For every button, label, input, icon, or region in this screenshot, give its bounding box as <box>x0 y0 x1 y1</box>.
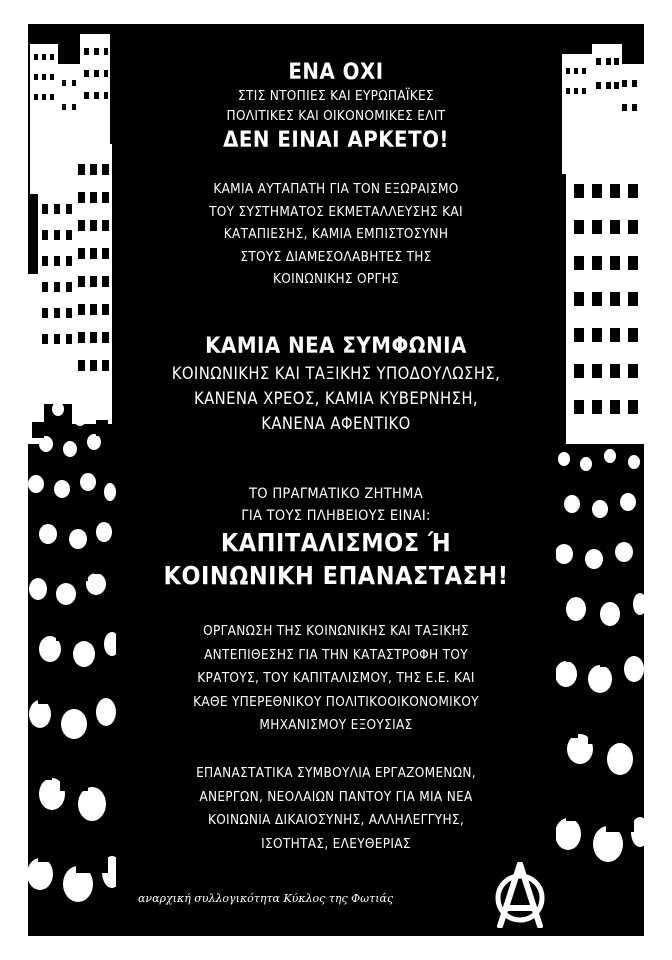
question-title-2: ΚΟΙΝΩΝΙΚΗ ΕΠΑΝΑΣΤΑΣΗ! <box>163 561 509 591</box>
illusion-line: ΚΑΜΙΑ ΑΥΤΑΠΑΤΗ ΓΙΑ ΤΟΝ ΕΞΩΡΑΙΣΜΟ <box>213 181 459 197</box>
right-city-crowd-illustration <box>556 24 644 936</box>
agreement-line: ΚΑΝΕΝΑ ΧΡΕΟΣ, ΚΑΜΙΑ ΚΥΒΕΡΝΗΣΗ, <box>193 389 479 409</box>
councils-block <box>118 766 554 852</box>
signature: αναρχική συλλογικότητα Κύκλος της Φωτιάς <box>138 892 394 905</box>
agreement-block <box>118 334 554 434</box>
councils-line: ΑΝΕΡΓΩΝ, ΝΕΟΛΑΙΩΝ ΠΑΝΤΟΥ ΓΙΑ ΜΙΑ ΝΕΑ <box>199 788 473 805</box>
left-city-crowd-illustration <box>28 24 116 936</box>
councils-line: ΕΠΑΝΑΣΤΑΤΙΚΑ ΣΥΜΒΟΥΛΙΑ ΕΡΓΑΖΟΜΕΝΩΝ, <box>196 765 476 781</box>
header-block <box>118 60 554 154</box>
header-line-3: ΠΟΛΙΤΙΚΕΣ ΚΑΙ ΟΙΚΟΝΟΜΙΚΕΣ ΕΛΙΤ <box>226 107 446 124</box>
organization-line: ΚΑΘΕ ΥΠΕΡΕΘΝΙΚΟΥ ΠΟΛΙΤΙΚΟΟΙΚΟΝΟΜΙΚΟΥ <box>193 693 479 710</box>
organization-line: ΑΝΤΕΠΙΘΕΣΗΣ ΓΙΑ ΤΗΝ ΚΑΤΑΣΤΡΟΦΗ ΤΟΥ <box>204 646 468 663</box>
agreement-line: ΚΑΝΕΝΑ ΑΦΕΝΤΙΚΟ <box>261 414 411 434</box>
agreement-line: ΚΟΙΝΩΝΙΚΗΣ ΚΑΙ ΤΑΞΙΚΗΣ ΥΠΟΔΟΥΛΩΣΗΣ, <box>171 364 501 384</box>
councils-line: ΙΣΟΤΗΤΑΣ, ΕΛΕΥΘΕΡΙΑΣ <box>261 835 411 852</box>
illusion-line: ΚΑΤΑΠΙΕΣΗΣ, ΚΑΜΙΑ ΕΜΠΙΣΤΟΣΥΝΗ <box>223 226 449 243</box>
illusion-line: ΚΟΙΝΩΝΙΚΗΣ ΟΡΓΗΣ <box>272 271 399 288</box>
question-line: ΤΟ ΠΡΑΓΜΑΤΙΚΟ ΖΗΤΗΜΑ <box>249 486 423 502</box>
question-line: ΓΙΑ ΤΟΥΣ ΠΛΗΒΕΙΟΥΣ ΕΙΝΑΙ: <box>241 507 431 524</box>
poster <box>28 24 644 936</box>
illusion-line: ΤΟΥ ΣΥΣΤΗΜΑΤΟΣ ΕΚΜΕΤΑΛΛΕΥΣΗΣ ΚΑΙ <box>209 203 463 220</box>
header-line-1: ΕΝΑ ΟΧΙ <box>288 60 384 85</box>
header-line-4: ΔΕΝ ΕΙΝΑΙ ΑΡΚΕΤΟ! <box>223 128 449 154</box>
organization-line: ΟΡΓΑΝΩΣΗ ΤΗΣ ΚΟΙΝΩΝΙΚΗΣ ΚΑΙ ΤΑΞΙΚΗΣ <box>203 623 469 639</box>
manifesto-text <box>118 24 554 936</box>
organization-line: ΜΗΧΑΝΙΣΜΟΥ ΕΞΟΥΣΙΑΣ <box>259 717 413 734</box>
header-line-2: ΣΤΙΣ ΝΤΟΠΙΕΣ ΚΑΙ ΕΥΡΩΠΑΪΚΕΣ <box>238 88 434 105</box>
anarchy-circle-a-icon <box>492 862 548 928</box>
councils-line: ΚΟΙΝΩΝΙΑ ΔΙΚΑΙΟΣΥΝΗΣ, ΑΛΛΗΛΕΓΓΥΗΣ, <box>207 812 465 829</box>
question-title-1: ΚΑΠΙΤΑΛΙΣΜΟΣ Ή <box>220 528 452 558</box>
organization-block <box>118 624 554 734</box>
question-block <box>118 486 554 591</box>
illusion-block <box>118 182 554 288</box>
illusion-line: ΣΤΟΥΣ ΔΙΑΜΕΣΟΛΑΒΗΤΕΣ ΤΗΣ <box>240 248 432 265</box>
organization-line: ΚΡΑΤΟΥΣ, ΤΟΥ ΚΑΠΙΤΑΛΙΣΜΟΥ, ΤΗΣ Ε.Ε. ΚΑΙ <box>197 670 475 687</box>
agreement-title: ΚΑΜΙΑ ΝΕΑ ΣΥΜΦΩΝΙΑ <box>205 334 467 359</box>
